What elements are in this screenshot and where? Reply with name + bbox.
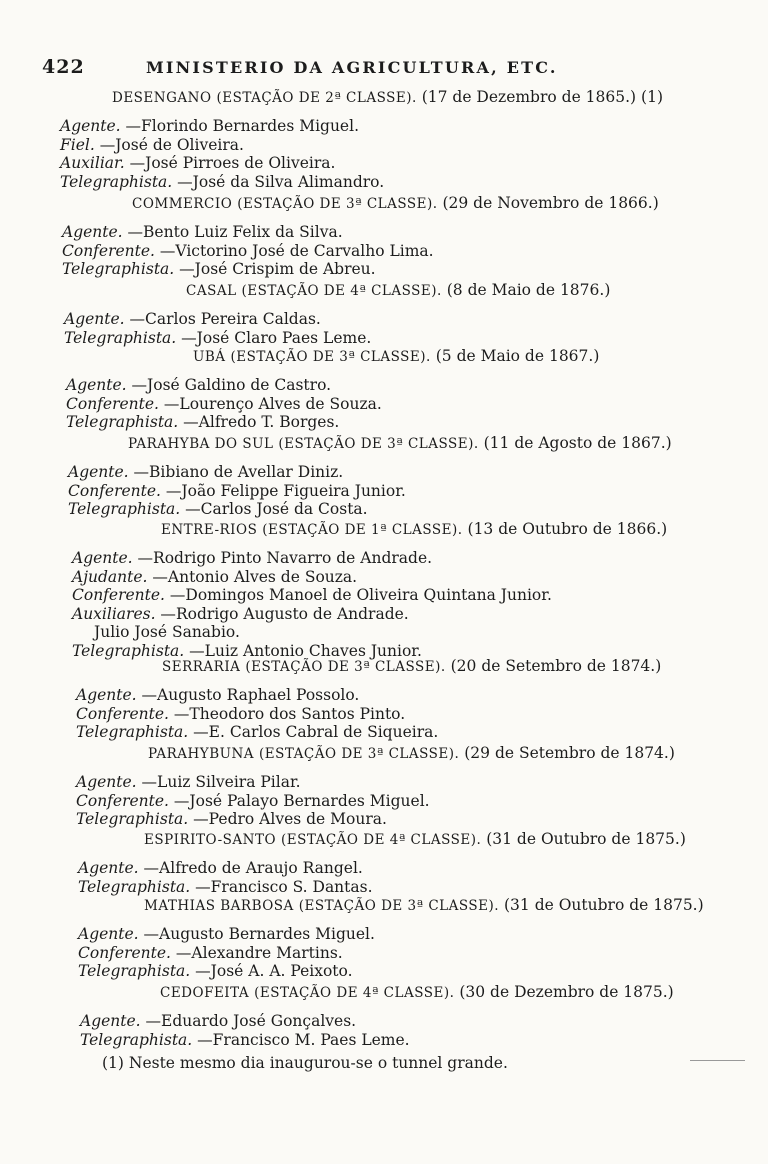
station-heading xyxy=(186,281,610,299)
footnote: (1) Neste mesmo dia inaugurou-se o tunnel grande. xyxy=(102,1054,508,1072)
staff-entry: Conferente. —João Felippe Figueira Junior. xyxy=(68,482,406,500)
staff-name: Alfredo T. Borges. xyxy=(198,413,340,431)
staff-entry: Telegraphista. —José Crispim de Abreu. xyxy=(62,260,376,278)
staff-name: Rodrigo Pinto Navarro de Andrade. xyxy=(153,549,433,567)
station-date: (8 de Maio de 1876.) xyxy=(446,281,611,299)
staff-entry: Ajudante. —Antonio Alves de Souza. xyxy=(72,568,358,586)
staff-name: Florindo Bernardes Miguel. xyxy=(141,117,359,135)
running-head: MINISTERIO DA AGRICULTURA, ETC. xyxy=(146,58,558,77)
staff-name: José Claro Paes Leme. xyxy=(196,329,372,347)
station-class: (ESTAÇÃO DE 4ª CLASSE). xyxy=(241,283,442,299)
staff-name: Carlos Pereira Caldas. xyxy=(145,310,321,328)
station-heading xyxy=(132,194,659,212)
page-number: 422 xyxy=(42,56,85,78)
staff-role: Agente. xyxy=(78,859,139,877)
staff-role: Auxiliar. xyxy=(60,154,125,172)
staff-role: Conferente. xyxy=(62,242,155,260)
staff-name: José Pirroes de Oliveira. xyxy=(145,154,336,172)
station-heading xyxy=(128,434,672,452)
staff-entry: Agente. —José Galdino de Castro. xyxy=(66,376,332,394)
staff-entry: Agente. —Augusto Raphael Possolo. xyxy=(76,686,360,704)
station-class: (ESTAÇÃO DE 3ª CLASSE). xyxy=(259,746,460,762)
staff-entry: Agente. —Luiz Silveira Pilar. xyxy=(76,773,301,791)
staff-entry: Agente. —Alfredo de Araujo Rangel. xyxy=(78,859,363,877)
staff-role: Agente. xyxy=(60,117,121,135)
station-name: ESPIRITO-SANTO xyxy=(144,832,277,848)
footnote-marker: (1) xyxy=(641,88,663,106)
staff-role: Telegraphista. xyxy=(76,723,189,741)
staff-entry: Telegraphista. —Luiz Antonio Chaves Junior. xyxy=(72,642,422,660)
station-date: (5 de Maio de 1867.) xyxy=(435,347,600,365)
staff-role: Ajudante. xyxy=(72,568,148,586)
staff-name: Francisco S. Dantas. xyxy=(210,878,373,896)
station-name: DESENGANO xyxy=(112,90,212,106)
station-class: (ESTAÇÃO DE 3ª CLASSE). xyxy=(278,436,479,452)
station-heading xyxy=(161,520,667,538)
staff-entry: Auxiliares. —Rodrigo Augusto de Andrade. xyxy=(72,605,409,623)
staff-name: E. Carlos Cabral de Siqueira. xyxy=(208,723,439,741)
staff-name: Carlos José da Costa. xyxy=(200,500,368,518)
staff-role: Agente. xyxy=(72,549,133,567)
staff-role: Telegraphista. xyxy=(64,329,177,347)
staff-role: Agente. xyxy=(68,463,129,481)
staff-role: Telegraphista. xyxy=(78,878,191,896)
staff-entry: Telegraphista. —José Claro Paes Leme. xyxy=(64,329,372,347)
station-date: (20 de Setembro de 1874.) xyxy=(450,657,662,675)
station-name: PARAHYBUNA xyxy=(148,746,255,762)
staff-entry: Agente. —Augusto Bernardes Miguel. xyxy=(78,925,375,943)
staff-role: Agente. xyxy=(80,1012,141,1030)
staff-entry: Agente. —Florindo Bernardes Miguel. xyxy=(60,117,359,135)
staff-name: Luiz Silveira Pilar. xyxy=(157,773,301,791)
station-heading xyxy=(144,830,686,848)
staff-name: Antonio Alves de Souza. xyxy=(167,568,358,586)
staff-role: Telegraphista. xyxy=(60,173,173,191)
station-class: (ESTAÇÃO DE 3ª CLASSE). xyxy=(298,898,500,914)
staff-entry: Agente. —Bibiano de Avellar Diniz. xyxy=(68,463,344,481)
staff-name: Victorino José de Carvalho Lima. xyxy=(175,242,434,260)
staff-name: Lourenço Alves de Souza. xyxy=(179,395,382,413)
staff-entry: Telegraphista. —Alfredo T. Borges. xyxy=(66,413,340,431)
station-name: MATHIAS BARBOSA xyxy=(144,898,294,914)
station-date: (31 de Outubro de 1875.) xyxy=(486,830,686,848)
station-name: CEDOFEITA xyxy=(160,985,250,1001)
staff-name: José Crispim de Abreu. xyxy=(194,260,376,278)
staff-role: Conferente. xyxy=(76,792,169,810)
station-name: CASAL xyxy=(186,283,237,299)
staff-entry: Conferente. —Theodoro dos Santos Pinto. xyxy=(76,705,406,723)
staff-name: Bibiano de Avellar Diniz. xyxy=(149,463,344,481)
staff-name: Rodrigo Augusto de Andrade. xyxy=(175,605,409,623)
station-class: (ESTAÇÃO DE 2ª CLASSE). xyxy=(216,90,417,106)
staff-entry: Telegraphista. —Pedro Alves de Moura. xyxy=(76,810,387,828)
staff-entry: Conferente. —Domingos Manoel de Oliveira Quintana Junior. xyxy=(72,586,552,604)
staff-name: José A. A. Peixoto. xyxy=(210,962,353,980)
staff-entry: Telegraphista. —Francisco S. Dantas. xyxy=(78,878,373,896)
staff-role: Agente. xyxy=(76,686,137,704)
staff-role: Conferente. xyxy=(72,586,165,604)
staff-role: Telegraphista. xyxy=(72,642,185,660)
staff-role: Telegraphista. xyxy=(76,810,189,828)
staff-name: Bento Luiz Felix da Silva. xyxy=(143,223,343,241)
station-heading xyxy=(162,657,661,675)
staff-entry: Conferente. —Lourenço Alves de Souza. xyxy=(66,395,382,413)
staff-role: Agente. xyxy=(66,376,127,394)
staff-entry: Agente. —Carlos Pereira Caldas. xyxy=(64,310,321,328)
staff-name: José Palayo Bernardes Miguel. xyxy=(189,792,430,810)
staff-name: Francisco M. Paes Leme. xyxy=(212,1031,410,1049)
station-heading xyxy=(193,347,599,365)
station-name: ENTRE-RIOS xyxy=(161,522,258,538)
staff-name: Augusto Bernardes Miguel. xyxy=(159,925,375,943)
staff-name: Domingos Manoel de Oliveira Quintana Junior. xyxy=(185,586,552,604)
station-name: COMMERCIO xyxy=(132,196,233,212)
staff-role: Conferente. xyxy=(66,395,159,413)
station-class: (ESTAÇÃO DE 3ª CLASSE). xyxy=(230,349,431,365)
station-date: (29 de Novembro de 1866.) xyxy=(442,194,659,212)
station-name: PARAHYBA DO SUL xyxy=(128,436,274,452)
staff-name: Alfredo de Araujo Rangel. xyxy=(159,859,363,877)
staff-entry: Telegraphista. —E. Carlos Cabral de Siqueira. xyxy=(76,723,439,741)
staff-name: Alexandre Martins. xyxy=(191,944,343,962)
staff-entry: Agente. —Rodrigo Pinto Navarro de Andrade. xyxy=(72,549,433,567)
staff-role: Telegraphista. xyxy=(68,500,181,518)
staff-role: Telegraphista. xyxy=(78,962,191,980)
station-date: (30 de Dezembro de 1875.) xyxy=(459,983,674,1001)
staff-role: Telegraphista. xyxy=(66,413,179,431)
station-heading xyxy=(160,983,674,1001)
station-class: (ESTAÇÃO DE 1ª CLASSE). xyxy=(262,522,463,538)
station-date: (29 de Setembro de 1874.) xyxy=(464,744,675,762)
staff-name: José da Silva Alimandro. xyxy=(192,173,385,191)
staff-entry xyxy=(94,622,240,642)
staff-name: Theodoro dos Santos Pinto. xyxy=(189,705,406,723)
staff-role: Agente. xyxy=(76,773,137,791)
station-class: (ESTAÇÃO DE 4ª CLASSE). xyxy=(280,832,482,848)
staff-role: Conferente. xyxy=(76,705,169,723)
station-heading xyxy=(148,744,675,762)
staff-entry: Agente. —Eduardo José Gonçalves. xyxy=(80,1012,357,1030)
staff-role: Agente. xyxy=(78,925,139,943)
staff-role: Telegraphista. xyxy=(80,1031,193,1049)
staff-role: Auxiliares. xyxy=(72,605,156,623)
staff-entry: Auxiliar. —José Pirroes de Oliveira. xyxy=(60,154,336,172)
staff-role: Telegraphista. xyxy=(62,260,175,278)
staff-entry: Telegraphista. —José A. A. Peixoto. xyxy=(78,962,353,980)
staff-name: Luiz Antonio Chaves Junior. xyxy=(204,642,422,660)
station-name: SERRARIA xyxy=(162,659,241,675)
station-class: (ESTAÇÃO DE 4ª CLASSE). xyxy=(254,985,455,1001)
staff-role: Conferente. xyxy=(68,482,161,500)
staff-name: Julio José Sanabio. xyxy=(94,623,240,641)
staff-entry: Agente. —Bento Luiz Felix da Silva. xyxy=(62,223,343,241)
staff-name: Eduardo José Gonçalves. xyxy=(161,1012,357,1030)
station-heading xyxy=(112,88,663,106)
station-date: (13 de Outubro de 1866.) xyxy=(467,520,668,538)
staff-name: José Galdino de Castro. xyxy=(147,376,332,394)
staff-entry: Telegraphista. —José da Silva Alimandro. xyxy=(60,173,385,191)
station-date: (31 de Outubro de 1875.) xyxy=(504,896,704,914)
staff-entry: Fiel. —José de Oliveira. xyxy=(60,136,244,154)
footnote-rule xyxy=(690,1060,745,1061)
staff-role: Agente. xyxy=(64,310,125,328)
station-date: (17 de Dezembro de 1865.) xyxy=(421,88,637,106)
page-header xyxy=(42,56,642,86)
station-name: UBÁ xyxy=(193,349,226,365)
staff-entry: Conferente. —Alexandre Martins. xyxy=(78,944,343,962)
staff-role: Conferente. xyxy=(78,944,171,962)
staff-role: Fiel. xyxy=(60,136,95,154)
station-class: (ESTAÇÃO DE 3ª CLASSE). xyxy=(245,659,446,675)
station-class: (ESTAÇÃO DE 3ª CLASSE). xyxy=(237,196,438,212)
station-date: (11 de Agosto de 1867.) xyxy=(483,434,672,452)
staff-entry: Conferente. —Victorino José de Carvalho Lima. xyxy=(62,242,434,260)
staff-entry: Conferente. —José Palayo Bernardes Miguel. xyxy=(76,792,430,810)
staff-entry: Telegraphista. —Carlos José da Costa. xyxy=(68,500,368,518)
staff-role: Agente. xyxy=(62,223,123,241)
staff-name: José de Oliveira. xyxy=(115,136,244,154)
staff-name: Augusto Raphael Possolo. xyxy=(157,686,360,704)
staff-entry: Telegraphista. —Francisco M. Paes Leme. xyxy=(80,1031,410,1049)
staff-name: Pedro Alves de Moura. xyxy=(208,810,387,828)
station-heading xyxy=(144,896,704,914)
staff-name: João Felippe Figueira Junior. xyxy=(181,482,406,500)
